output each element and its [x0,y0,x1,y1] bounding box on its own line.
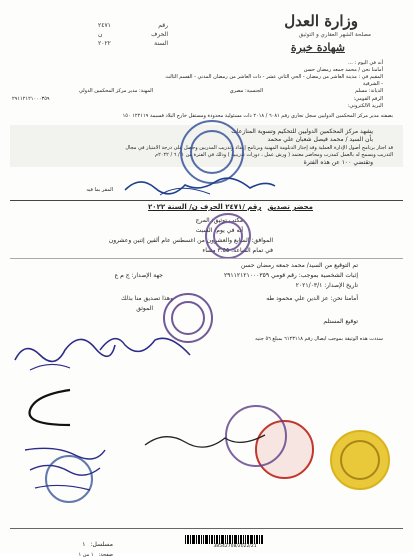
record-time: في تمام الساعة: ٣:٥٥ مساء [202,247,273,254]
meta-row [98,40,168,49]
serial-label: مسلسل: [90,541,113,548]
tax-number-label: الرقم القومي: [353,96,383,102]
department-name: مصلحة الشهر العقاري و التوثيق [298,32,371,38]
section-divider [10,200,403,201]
parties-line2: المقيم في : مدينة العاشر من رمضان - الحي الثاني عشر - ذات العاشر من رمضان المدني - القسم الثالث [165,74,383,80]
payment-line: سددت هذه الوثيقة بموجب ايصال رقم ٦١٢٣١١٨ بمبلغ ٥٦ جنيه [255,336,383,342]
signature-scribble-6 [140,420,270,460]
issue-date-line: تاريخ الإصدار: ٢٠٢١/٠٣/١ [295,282,358,289]
page-row [78,541,113,560]
job-label: المهنة: مدير مركز المحكمين الدولي [78,88,153,94]
purple-seal-right [205,213,251,259]
page-value: ١ من ١ [78,552,94,558]
footer-divider [10,528,403,529]
record-ref: رقم /٢٤٧١ الحرف ن/ السنة ٢٠٢٢ [148,203,262,211]
notary-label: الموثق [136,305,153,312]
gold-seal-stamp [330,430,390,490]
meta-row [98,31,168,40]
certify-line: وهذا تصديق منا بذلك [121,295,173,302]
religion-label: الديانة: مسلم [355,88,383,94]
barcode-bars [185,532,285,544]
id-line: إثبات الشخصية بموجب: رقم قومي ٢٩١١٢١٢١٠٠٠٣٥٩ [223,272,358,279]
parties-intro: أنه في اليوم : ... [348,60,383,66]
barcode [185,532,285,550]
meta-label: السنة [154,40,168,47]
citizenship-label: الجنسية: مصري [229,88,263,94]
body-line-6: وتقتضي ١٠٠ عن هذه الفترة [303,159,373,166]
signer-line: تم التوقيع من السيد/ محمد جمعه رمضان حسن [240,262,358,269]
document-title: شهادة خبرة [290,41,345,54]
body-line-3: بأن السيد / محمد فيصل شعبان علي محمد [267,136,373,143]
blue-seal-lower [45,455,93,503]
body-line-2: يشهد مركز المحكمين الدوليين للتحكيم وتسوية المنازعات [231,128,373,135]
signature-scribble-4 [15,385,85,435]
record-header [148,203,313,211]
body-line-5: التدريب ويسمح له بالعمل كمدرب ومحاضر معتمد ( ورش عمل ، دورات تدريبية ) وذلك في الفترة من ١ / ٦ / ٢٠٢٢م [155,152,393,158]
gold-seal-inner [340,440,380,480]
ministry-title: وزارة العدل [284,12,358,30]
email-label: البريد الالكتروني: [347,103,383,109]
body-line-4: قد اجتاز برنامج أصول الإدارة العملية وقد إجتاز الدبلومة المهنية وبرنامج إعداد وتدريب المدربين وحصل على درجة الامتياز في مجال [125,145,393,151]
signature-label: المقر بما فيه [86,187,113,193]
body-line-1: بصفته مدير مركز المحكمين الدوليين سجل تجاري رقم ٦٠٨١ / ٢٠١٨ ذات مسئولية محدودة ومستقل خارج البلاد قسيمة ١٢٢١١٩ ١٥٠ [122,113,393,119]
record-day: أنه في يوم: السبت [195,227,243,234]
meta-label: الحرف [151,31,168,38]
signature-scribble-3 [95,325,195,370]
page-label: صفحة: [98,552,113,558]
signature-scribble-1 [120,170,280,200]
parties-line3: - الشرقية [362,81,383,87]
meta-value: ٢٠٢٢ [98,40,111,47]
serial-value: ١ [82,541,86,548]
receipt-label: توقيع المستلم [323,318,358,325]
meta-value: ن [98,31,103,38]
meta-row [98,22,168,31]
record-date: الموافق: السابع والعشرون من اغسطس عام ألفين إثنين وعشرون [108,237,273,244]
meta-value: ٢٤٧١ [98,22,111,29]
barcode-number: 38542708/2022/21 [213,544,257,549]
record-office: مكتب توثيق: المرج [195,217,243,224]
meta-label: رقم [158,22,168,29]
before-line: أمامنا نحن: عز الدين علي محمود طه [266,295,358,302]
seal-inner-ring [190,130,234,174]
national-id: ٢٩١١٢١٢١٠٠٠٣٥٩ [12,96,50,102]
parties-line1: أمامنا نحن / محمد جمعه رمضان حسن [303,67,383,73]
record-title: محضر تصديق [267,203,313,211]
issuer-line: جهة الإصدار: ج م ع [114,272,163,279]
record-divider [10,258,403,259]
purple-seal-inner [213,221,243,251]
reference-meta [98,22,168,49]
